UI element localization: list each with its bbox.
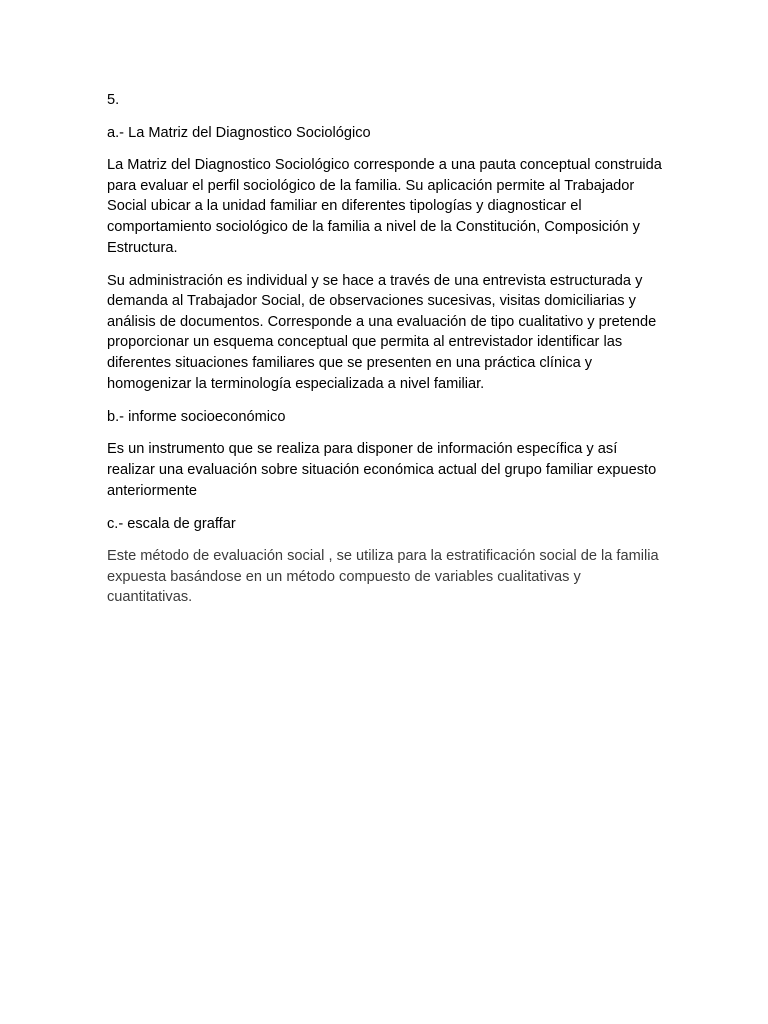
item-number: 5.	[107, 92, 120, 108]
document-body	[107, 90, 667, 620]
section-a-paragraph-1: La Matriz del Diagnostico Sociológico corresponde a una pauta conceptual construida para evaluar el perfil sociológico de la familia. Su aplicación permite al Trabajador Social ubicar a la unidad familiar en diferentes tipologías y diagnosticar el comportamiento sociológico de la familia a nivel de la Constitución, Composición y Estructura.	[107, 157, 662, 256]
section-c-heading: c.- escala de graffar	[107, 515, 236, 532]
section-b-paragraph: Es un instrumento que se realiza para disponer de información específica y así realizar una evaluación sobre situación económica actual del grupo familiar expuesto anteriormente	[107, 441, 657, 499]
section-b-heading: b.- informe socioeconómico	[107, 408, 286, 425]
section-a-paragraph-2: Su administración es individual y se hace a través de una entrevista estructurada y demanda al Trabajador Social, de observaciones sucesivas, visitas domiciliarias y análisis de documentos. Corresponde a una evaluación de tipo cualitativo y pretende proporcionar un esquema conceptual que permita al entrevistador identificar las diferentes situaciones familiares que se presenten en una práctica clínica y homogenizar la terminología especializada a nivel familiar.	[107, 272, 657, 392]
section-c-paragraph: Este método de evaluación social , se utiliza para la estratificación social de la familia expuesta basándose en un método compuesto de variables cualitativas y cuantitativas.	[107, 548, 659, 606]
section-a-heading: a.- La Matriz del Diagnostico Sociológico	[107, 124, 371, 141]
